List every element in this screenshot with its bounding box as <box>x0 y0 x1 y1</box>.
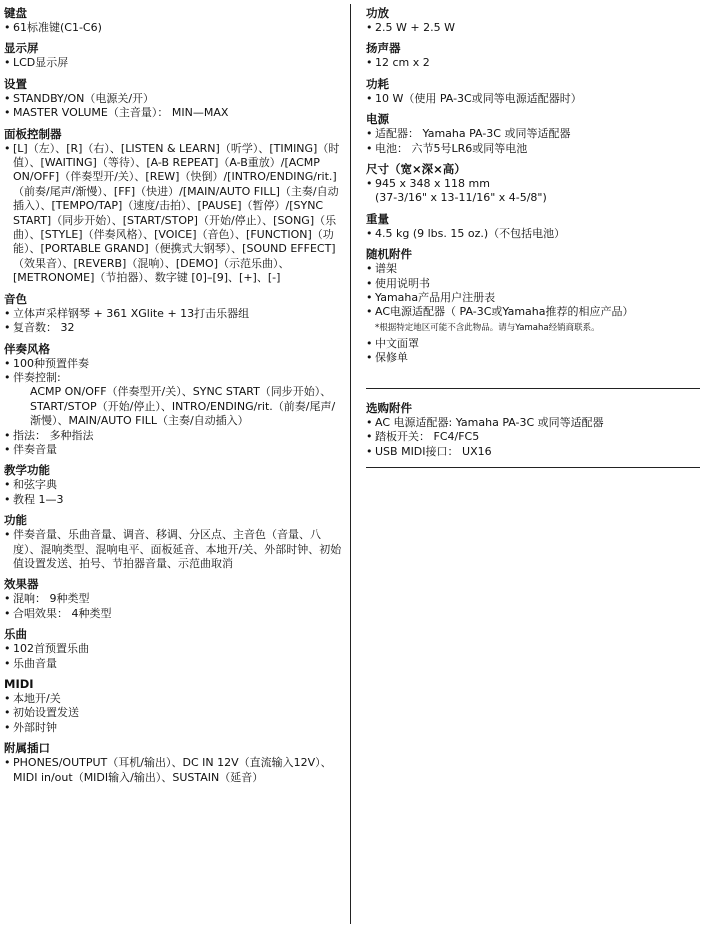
spec-item: • 伴奏控制: <box>4 371 342 385</box>
spec-item: • 61标准键(C1-C6) <box>4 21 342 35</box>
spec-item: • [L]（左）、[R]（右）、[LISTEN & LEARN]（听学）、[TIMING]（时值）、[WAITING]（等待）、[A-B REPEAT]（A-B重放）/[ACMP ON/OFF]（伴奏型开/关）、[REW]（快倒）/[INTRO/ENDING/rit.]（前奏/尾声/渐慢）、[FF]（快进）/[MAIN/AUTO FILL]（主奏/自动插入）、[TEMPO/TAP]（速度/击拍）、[PAUSE]（暂停）/[SYNC START]（同步开始）、[START/STOP]（开始/停止）、[SONG]（乐曲）、[STYLE]（伴奏风格）、[VOICE]（音色）、[FUNCTION]（功能）、[PORTABLE GRAND]（便携式大钢琴）、[SOUND EFFECT]（效果音）、[REVERB]（混响）、[DEMO]（示范乐曲）、[METRONOME]（节拍器）、数字键 [0]–[9]、[+]、[-] <box>4 142 342 286</box>
section-songs <box>4 627 342 671</box>
spec-item: • 混响： 9种类型 <box>4 592 342 606</box>
section-display <box>4 41 342 70</box>
heading-panel-controls: 面板控制器 <box>4 126 62 141</box>
spec-item: • 谱架 <box>366 262 700 276</box>
spec-item: • 外部时钟 <box>4 721 342 735</box>
section-keyboard <box>4 6 342 35</box>
heading-power: 电源 <box>366 112 389 127</box>
heading-function: 功能 <box>4 513 27 528</box>
spec-item: • 电池： 六节5号LR6或同等电池 <box>366 142 700 156</box>
section-power-consumption <box>366 77 700 106</box>
spec-item: • 初始设置发送 <box>4 706 342 720</box>
section-amplifier <box>366 6 700 35</box>
spec-item: • 适配器： Yamaha PA-3C 或同等适配器 <box>366 127 700 141</box>
spec-item: • 4.5 kg (9 lbs. 15 oz.)（不包括电池） <box>366 227 700 241</box>
spec-item: • 10 W（使用 PA-3C或同等电源适配器时） <box>366 92 700 106</box>
spec-item: • LCD显示屏 <box>4 56 342 70</box>
spec-item: • AC 电源适配器: Yamaha PA-3C 或同等适配器 <box>366 416 700 430</box>
spec-item: • 102首预置乐曲 <box>4 642 342 656</box>
heading-power-consumption: 功耗 <box>366 76 389 91</box>
section-speakers <box>366 41 700 70</box>
heading-dimensions: 尺寸（宽×深×高） <box>366 162 466 177</box>
section-weight <box>366 212 700 241</box>
section-panel-controls <box>4 127 342 286</box>
left-column <box>4 6 342 791</box>
spec-item: • Yamaha产品用户注册表 <box>366 291 700 305</box>
column-divider <box>350 4 351 924</box>
heading-weight: 重量 <box>366 211 389 226</box>
section-lesson <box>4 463 342 507</box>
section-effects <box>4 577 342 621</box>
section-optional-accessories <box>366 401 700 459</box>
heading-voice: 音色 <box>4 291 27 306</box>
spec-item: • 使用说明书 <box>366 277 700 291</box>
heading-display: 显示屏 <box>4 41 39 56</box>
heading-keyboard: 键盘 <box>4 6 27 20</box>
section-style <box>4 342 342 458</box>
spec-item: • 教程 1—3 <box>4 493 342 507</box>
spec-item: • STANDBY/ON（电源关/开） <box>4 92 342 106</box>
heading-speakers: 扬声器 <box>366 41 401 56</box>
spec-item: • 本地开/关 <box>4 692 342 706</box>
divider-bottom <box>366 467 700 468</box>
divider-top <box>366 388 700 389</box>
spec-item: • 保修单 <box>366 351 700 365</box>
spec-subitem: ACMP ON/OFF（伴奏型开/关）、SYNC START（同步开始）、START/STOP（开始/停止）、INTRO/ENDING/rit.（前奏/尾声/渐慢）、MAIN/AUTO FILL（主奏/自动插入） <box>30 385 336 428</box>
spec-item: • 伴奏音量 <box>4 443 342 457</box>
spec-item: • 伴奏音量、乐曲音量、调音、移调、分区点、主音色（音量、八度）、混响类型、混响电平、面板延音、本地开/关、外部时钟、初始值设置发送、拍号、节拍器音量、示范曲取消 <box>4 528 342 571</box>
spec-item: • 指法： 多种指法 <box>4 429 342 443</box>
spec-item: • 945 x 348 x 118 mm <box>366 177 700 191</box>
spec-item: • 100种预置伴奏 <box>4 357 342 371</box>
spec-item: • 立体声采样钢琴 + 361 XGlite + 13打击乐器组 <box>4 307 342 321</box>
spec-item: • 2.5 W + 2.5 W <box>366 21 700 35</box>
spec-item: • MASTER VOLUME（主音量）： MIN—MAX <box>4 106 342 120</box>
spec-item: • AC电源适配器（ PA-3C或Yamaha推荐的相应产品） <box>366 305 700 319</box>
section-midi <box>4 677 342 735</box>
section-voice <box>4 292 342 336</box>
spec-item: • 12 cm x 2 <box>366 56 700 70</box>
section-power <box>366 112 700 156</box>
accessory-note: *根据特定地区可能不含此物品。请与Yamaha经销商联系。 <box>375 322 600 333</box>
section-dimensions <box>366 162 700 206</box>
heading-accessories: 随机附件 <box>366 247 412 262</box>
section-function <box>4 513 342 571</box>
heading-setup: 设置 <box>4 76 27 91</box>
right-column <box>366 6 700 480</box>
spec-item: • USB MIDI接口： UX16 <box>366 445 700 459</box>
section-setup <box>4 77 342 121</box>
section-accessories <box>366 247 700 365</box>
heading-midi: MIDI <box>4 677 34 691</box>
section-jacks <box>4 741 342 785</box>
spec-subitem: (37-3/16" x 13-11/16" x 4-5/8") <box>375 191 547 205</box>
spec-item: • 乐曲音量 <box>4 657 342 671</box>
spec-item: • PHONES/OUTPUT（耳机/输出）、DC IN 12V（直流输入12V）、MIDI in/out（MIDI输入/输出）、SUSTAIN（延音） <box>4 756 342 785</box>
spec-item: • 复音数： 32 <box>4 321 342 335</box>
spec-item: • 踏板开关： FC4/FC5 <box>366 430 700 444</box>
heading-songs: 乐曲 <box>4 627 27 642</box>
spec-item: • 中文面罩 <box>366 337 700 351</box>
heading-jacks: 附属插口 <box>4 741 50 756</box>
heading-lesson: 教学功能 <box>4 463 50 478</box>
heading-optional-accessories: 选购附件 <box>366 400 412 415</box>
spec-item: • 合唱效果： 4种类型 <box>4 607 342 621</box>
spec-item: • 和弦字典 <box>4 478 342 492</box>
heading-style: 伴奏风格 <box>4 341 50 356</box>
heading-amplifier: 功放 <box>366 6 389 20</box>
heading-effects: 效果器 <box>4 577 39 592</box>
